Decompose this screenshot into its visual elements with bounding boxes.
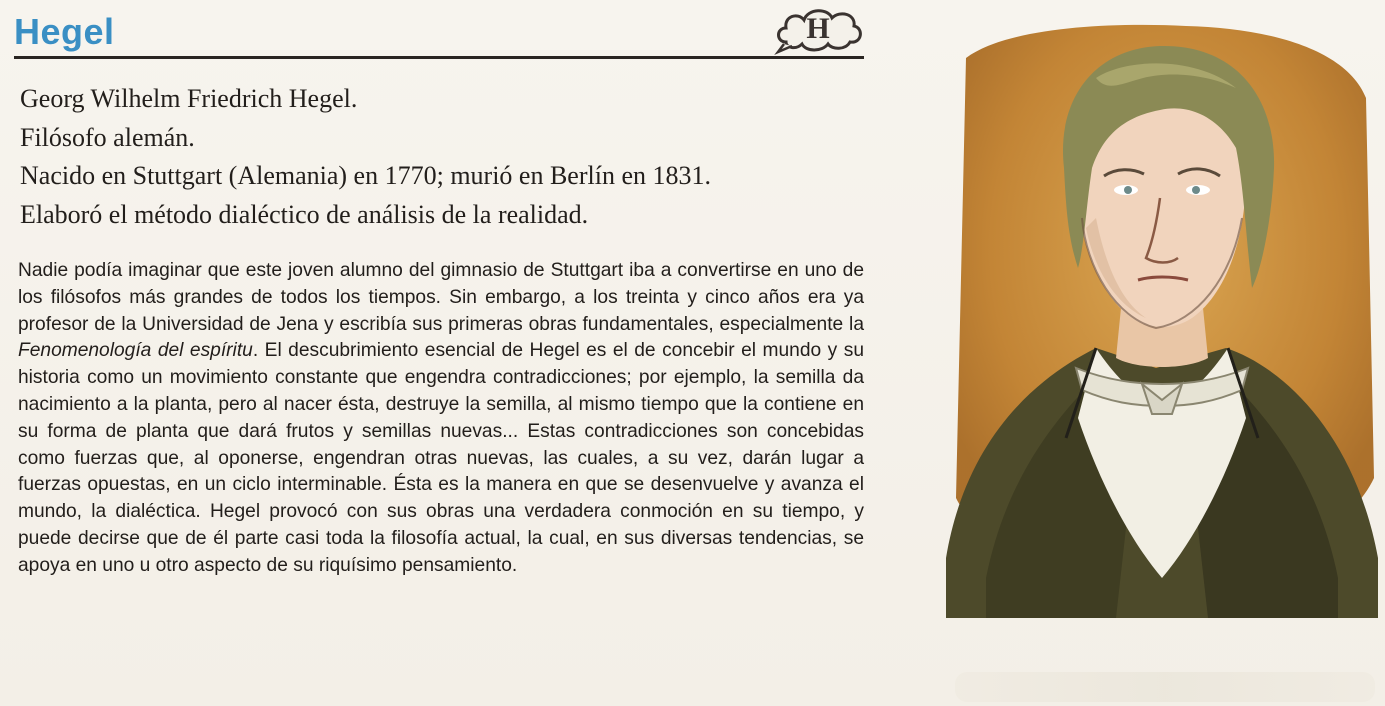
fact-birth-death: Nacido en Stuttgart (Alemania) en 1770; murió en Berlín en 1831. bbox=[20, 161, 711, 190]
page-edge-shadow bbox=[955, 672, 1375, 702]
biography-paragraph bbox=[18, 258, 864, 580]
fact-full-name: Georg Wilhelm Friedrich Hegel. bbox=[20, 84, 358, 113]
hegel-portrait-icon bbox=[946, 18, 1378, 618]
biography-part-1: Nadie podía imaginar que este joven alumno del gimnasio de Stuttgart iba a convertirse en uno de los filósofos más grandes de todos los tiempos. Sin embargo, a los treinta y cinco años era ya profesor de la Universidad de Jena y escribía sus primeras obras fundamentales, especialmente la bbox=[18, 260, 864, 335]
header-divider bbox=[14, 56, 864, 59]
fact-contribution: Elaboró el método dialéctico de análisis de la realidad. bbox=[20, 199, 589, 229]
fact-nationality: Filósofo alemán. bbox=[20, 122, 195, 152]
letter-cloud-badge bbox=[772, 4, 864, 56]
initial-letter: H bbox=[806, 12, 830, 45]
facts-list bbox=[20, 80, 880, 234]
work-title: Fenomenología del espíritu bbox=[18, 340, 253, 362]
page-title: Hegel bbox=[14, 11, 115, 52]
biography-part-2: . El descubrimiento esencial de Hegel es el de concebir el mundo y su historia como un movimiento constante que engendra contradicciones; por ejemplo, la semilla da nacimiento a la planta, pero al nacer ésta, destruye la semilla, al mismo tiempo que la contiene en su forma de planta que dará frutos y semillas nuevas... Estas contradicciones son concebidas como fuerzas que, al oponerse, engendran otras nuevas, las cuales, a su vez, darán lugar a fuerzas opuestas, en un ciclo interminable. Ésta es la manera en que se desenvuelve y avanza el mundo, la dialéctica. Hegel provocó con sus obras una verdadera conmoción en su tiempo, y puede decirse que de él parte casi toda la filosofía actual, la cual, en sus diversas tendencias, se apoya en uno u otro aspecto de su riquísimo pensamiento. bbox=[18, 340, 864, 576]
portrait-illustration bbox=[946, 18, 1378, 618]
